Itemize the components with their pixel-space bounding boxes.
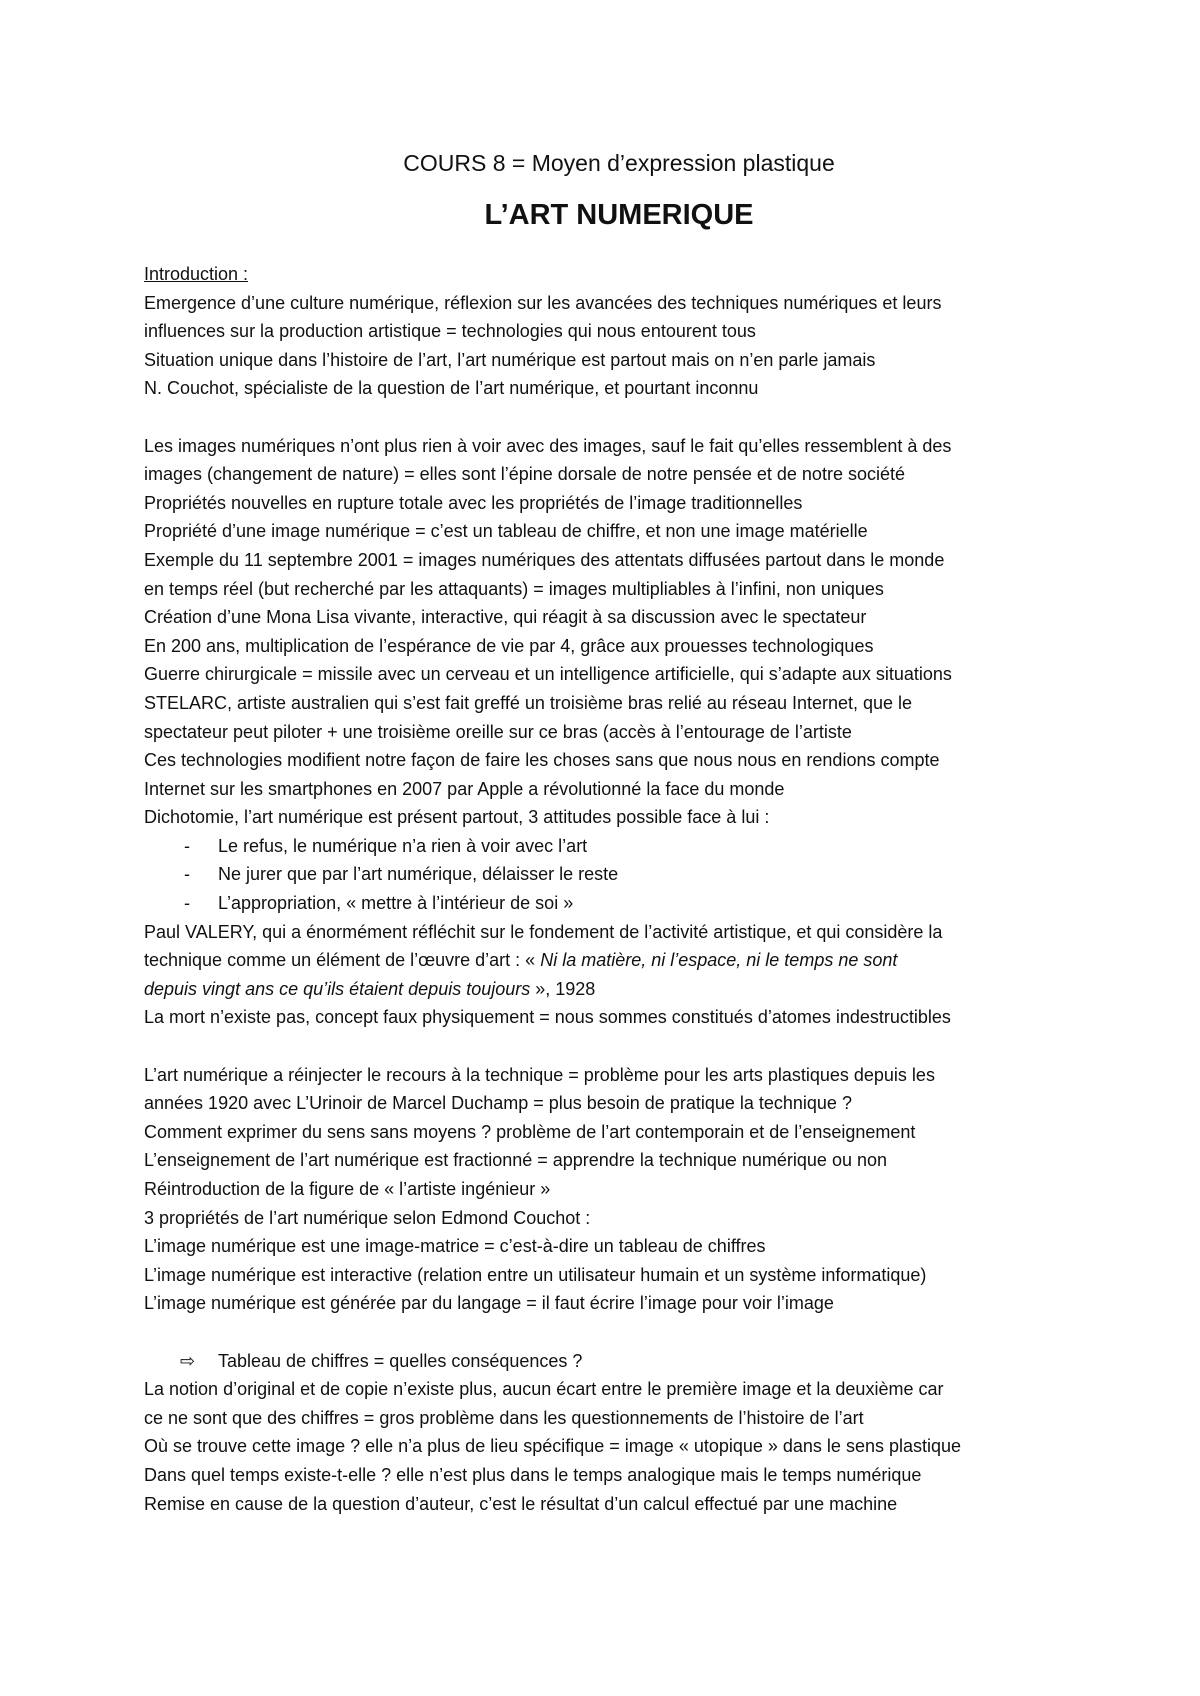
quote-text: Ni la matière, ni l’espace, ni le temps ne sont xyxy=(540,950,898,971)
paragraph-line: 3 propriétés de l’art numérique selon Edmond Couchot : xyxy=(144,1207,591,1228)
main-title: L’ART NUMERIQUE xyxy=(484,199,754,231)
list-item-text: Le refus, le numérique n’a rien à voir avec l’art xyxy=(218,835,588,856)
paragraph-line: spectateur peut piloter + une troisième oreille sur ce bras (accès à l’entourage de l’artiste xyxy=(144,721,852,742)
paragraph-line: Comment exprimer du sens sans moyens ? problème de l’art contemporain et de l’enseignement xyxy=(144,1121,916,1142)
paragraph-line: Réintroduction de la figure de « l’artiste ingénieur » xyxy=(144,1179,551,1199)
list-item xyxy=(144,860,1084,889)
arrow-list-item-text: Tableau de chiffres = quelles conséquences ? xyxy=(218,1350,583,1371)
paragraph-line: années 1920 avec L’Urinoir de Marcel Duchamp = plus besoin de pratique la technique ? xyxy=(144,1093,852,1114)
list-item xyxy=(144,832,1084,861)
paragraph-line: Création d’une Mona Lisa vivante, interactive, qui réagit à sa discussion avec le spectateur xyxy=(144,607,867,628)
paragraph-line: ce ne sont que des chiffres = gros problème dans les questionnements de l’histoire de l’art xyxy=(144,1407,864,1428)
arrow-list-item xyxy=(144,1347,1084,1376)
course-title: COURS 8 = Moyen d’expression plastique xyxy=(403,150,835,176)
paragraph-line: en temps réel (but recherché par les attaquants) = images multipliables à l’infini, non uniques xyxy=(144,578,884,599)
paragraph-line: Dans quel temps existe-t-elle ? elle n’est plus dans le temps analogique mais le temps numérique xyxy=(144,1464,922,1485)
paragraph-line: Dichotomie, l’art numérique est présent partout, 3 attitudes possible face à lui : xyxy=(144,807,770,828)
paragraph-line: Situation unique dans l’histoire de l’art, l’art numérique est partout mais on n’en parle jamais xyxy=(144,349,876,370)
paragraph-line: Guerre chirurgicale = missile avec un cerveau et un intelligence artificielle, qui s’adapte aux situations xyxy=(144,664,952,685)
quote-text: depuis vingt ans ce qu’ils étaient depuis toujours xyxy=(144,978,531,999)
quote-prefix: technique comme un élément de l’œuvre d’art : « xyxy=(144,950,541,971)
paragraph-spacer xyxy=(144,1032,1084,1061)
paragraph-line: STELARC, artiste australien qui s’est fait greffé un troisième bras relié au réseau Internet, que le xyxy=(144,692,913,713)
bullet-dash: - xyxy=(184,835,190,856)
paragraph-line: Remise en cause de la question d’auteur, c’est le résultat d’un calcul effectué par une machine xyxy=(144,1493,898,1514)
paragraph-line xyxy=(144,975,1084,1004)
paragraph-line: Exemple du 11 septembre 2001 = images numériques des attentats diffusées partout dans le monde xyxy=(144,549,945,570)
arrow-right-icon: ⇨ xyxy=(180,1350,196,1371)
paragraph-line: Les images numériques n’ont plus rien à voir avec des images, sauf le fait qu’elles ressemblent à des xyxy=(144,435,952,456)
paragraph-line: La mort n’existe pas, concept faux physiquement = nous sommes constitués d’atomes indestructibles xyxy=(144,1007,951,1028)
paragraph-line xyxy=(144,946,1084,975)
paragraph-line: La notion d’original et de copie n’existe plus, aucun écart entre le première image et la deuxième car xyxy=(144,1379,944,1400)
paragraph-line: Propriété d’une image numérique = c’est un tableau de chiffre, et non une image matérielle xyxy=(144,521,868,542)
paragraph-line: N. Couchot, spécialiste de la question de l’art numérique, et pourtant inconnu xyxy=(144,378,759,399)
paragraph-line: L’enseignement de l’art numérique est fractionné = apprendre la technique numérique ou non xyxy=(144,1150,888,1171)
paragraph-spacer xyxy=(144,403,1084,432)
paragraph-line: Propriétés nouvelles en rupture totale avec les propriétés de l’image traditionnelles xyxy=(144,492,803,513)
paragraph-line: Paul VALERY, qui a énormément réfléchit sur le fondement de l’activité artistique, et qui considère la xyxy=(144,921,943,942)
paragraph-line: Emergence d’une culture numérique, réflexion sur les avancées des techniques numériques et leurs xyxy=(144,292,942,313)
paragraph-line: L’image numérique est une image-matrice = c’est-à-dire un tableau de chiffres xyxy=(144,1236,766,1257)
bullet-dash: - xyxy=(184,893,190,914)
paragraph-line: Ces technologies modifient notre façon de faire les choses sans que nous nous en rendions compte xyxy=(144,750,940,771)
introduction-heading: Introduction : xyxy=(144,264,249,284)
document-content xyxy=(144,148,1084,1518)
paragraph-line: L’image numérique est générée par du langage = il faut écrire l’image pour voir l’image xyxy=(144,1293,834,1314)
paragraph-line: influences sur la production artistique = technologies qui nous entourent tous xyxy=(144,321,756,342)
paragraph-spacer xyxy=(144,1318,1084,1347)
paragraph-line: images (changement de nature) = elles sont l’épine dorsale de notre pensée et de notre société xyxy=(144,464,905,485)
paragraph-line: Internet sur les smartphones en 2007 par Apple a révolutionné la face du monde xyxy=(144,778,785,799)
list-item-text: Ne jurer que par l’art numérique, délaisser le reste xyxy=(218,864,619,885)
list-item-text: L’appropriation, « mettre à l’intérieur de soi » xyxy=(218,893,574,914)
paragraph-line: Où se trouve cette image ? elle n’a plus de lieu spécifique = image « utopique » dans le sens plastique xyxy=(144,1436,962,1457)
list-item xyxy=(144,889,1084,918)
quote-suffix: », 1928 xyxy=(530,978,596,999)
paragraph-line: L’image numérique est interactive (relation entre un utilisateur humain et un système informatique) xyxy=(144,1264,927,1285)
bullet-dash: - xyxy=(184,864,190,885)
paragraph-line: En 200 ans, multiplication de l’espérance de vie par 4, grâce aux prouesses technologiques xyxy=(144,635,874,656)
paragraph-line: L’art numérique a réinjecter le recours à la technique = problème pour les arts plastiques depuis les xyxy=(144,1064,935,1085)
